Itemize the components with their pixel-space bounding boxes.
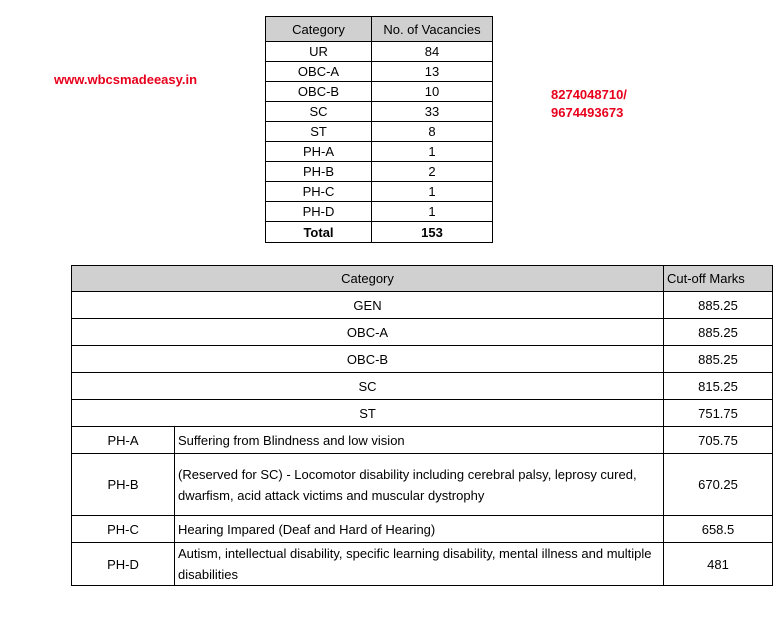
vacancy-count: 13 [372, 62, 493, 82]
vacancy-category: UR [266, 42, 372, 62]
ph-row [72, 543, 773, 586]
cutoff-marks: 751.75 [664, 400, 773, 427]
cutoff-header-marks: Cut-off Marks [664, 266, 773, 292]
cutoff-marks: 481 [664, 543, 773, 586]
ph-row [72, 516, 773, 543]
vacancy-category: OBC-B [266, 82, 372, 102]
cutoff-row [72, 373, 773, 400]
cutoff-marks: 670.25 [664, 454, 773, 516]
vacancy-row [266, 202, 493, 222]
ph-description: Hearing Impared (Deaf and Hard of Hearing) [175, 516, 664, 543]
vacancy-row [266, 142, 493, 162]
ph-code: PH-A [72, 427, 175, 454]
vacancy-count: 1 [372, 142, 493, 162]
cutoff-category: ST [72, 400, 664, 427]
ph-code: PH-C [72, 516, 175, 543]
vacancy-header-count: No. of Vacancies [372, 17, 493, 42]
vacancy-category: OBC-A [266, 62, 372, 82]
phone-numbers [551, 86, 627, 122]
vacancy-count: 1 [372, 182, 493, 202]
vacancy-row [266, 102, 493, 122]
vacancy-category: PH-A [266, 142, 372, 162]
cutoff-row [72, 400, 773, 427]
cutoff-category: OBC-A [72, 319, 664, 346]
vacancy-category: ST [266, 122, 372, 142]
vacancy-row [266, 62, 493, 82]
cutoff-marks: 885.25 [664, 319, 773, 346]
cutoff-table [71, 265, 773, 586]
cutoff-marks: 885.25 [664, 346, 773, 373]
ph-code: PH-B [72, 454, 175, 516]
cutoff-header-row [72, 266, 773, 292]
vacancy-header-row [266, 17, 493, 42]
vacancy-count: 84 [372, 42, 493, 62]
vacancy-count: 10 [372, 82, 493, 102]
vacancy-count: 8 [372, 122, 493, 142]
vacancy-count: 1 [372, 202, 493, 222]
ph-row [72, 454, 773, 516]
cutoff-row [72, 292, 773, 319]
phone-number-1: 8274048710/ [551, 87, 627, 102]
ph-description: (Reserved for SC) - Locomotor disability including cerebral palsy, leprosy cured, dwarfism, acid attack victims and muscular dystrophy [175, 454, 664, 516]
cutoff-header-category: Category [72, 266, 664, 292]
cutoff-category: GEN [72, 292, 664, 319]
vacancy-total-label: Total [266, 222, 372, 243]
cutoff-category: SC [72, 373, 664, 400]
cutoff-row [72, 346, 773, 373]
vacancy-total-row [266, 222, 493, 243]
phone-number-2: 9674493673 [551, 105, 624, 120]
vacancy-row [266, 122, 493, 142]
ph-description: Autism, intellectual disability, specific learning disability, mental illness and multiple disabilities [175, 543, 664, 586]
vacancy-category: SC [266, 102, 372, 122]
cutoff-marks: 815.25 [664, 373, 773, 400]
vacancy-row [266, 162, 493, 182]
vacancy-row [266, 82, 493, 102]
cutoff-category: OBC-B [72, 346, 664, 373]
vacancy-category: PH-D [266, 202, 372, 222]
cutoff-marks: 885.25 [664, 292, 773, 319]
ph-code: PH-D [72, 543, 175, 586]
vacancy-count: 33 [372, 102, 493, 122]
website-link[interactable]: www.wbcsmadeeasy.in [54, 72, 198, 87]
vacancy-total-value: 153 [372, 222, 493, 243]
ph-row [72, 427, 773, 454]
cutoff-marks: 705.75 [664, 427, 773, 454]
cutoff-row [72, 319, 773, 346]
vacancy-table [265, 16, 493, 243]
vacancy-count: 2 [372, 162, 493, 182]
vacancy-row [266, 182, 493, 202]
cutoff-marks: 658.5 [664, 516, 773, 543]
vacancy-header-category: Category [266, 17, 372, 42]
vacancy-category: PH-C [266, 182, 372, 202]
ph-description: Suffering from Blindness and low vision [175, 427, 664, 454]
vacancy-row [266, 42, 493, 62]
vacancy-category: PH-B [266, 162, 372, 182]
